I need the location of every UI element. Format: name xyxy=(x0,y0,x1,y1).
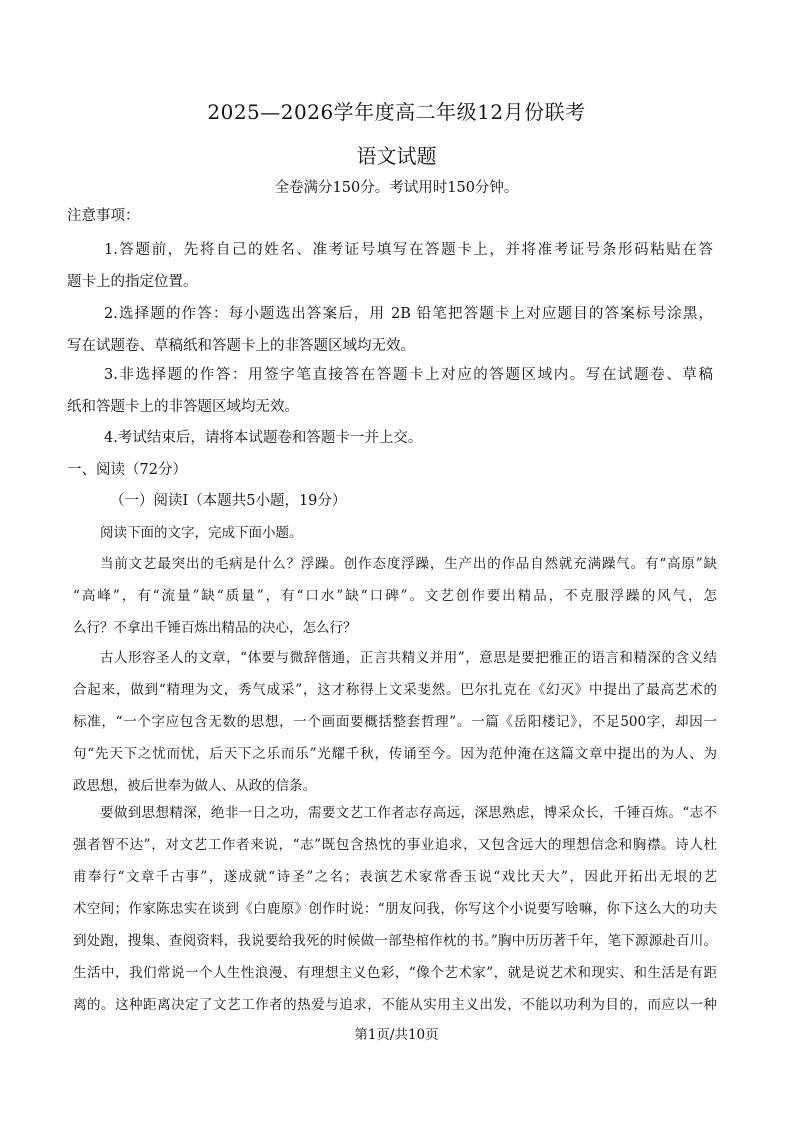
passage-paragraph-2: 古人形容圣人的文章，“体要与微辞偕通，正言共精义并用”，意思是要把雅正的语言和精深的含义结 合起来，做到“精理为文，秀气成采”，这才称得上文采斐然。巴尔扎克在《幻灭》中提出了最高艺术的 标准，“一个字应包含无数的思想，一个画面要概括整套哲理”。一篇《岳阳楼记》，不足500字，却因一 句“先天下之忧而忧，后天下之乐而乐”光耀千秋，传诵至今。因为范仲淹在这篇文章中提出的为人、为 政思想，被后世奉为做人、从政的信条。 xyxy=(73,650,717,794)
reading-instruction: 阅读下面的文字，完成下面小题。 xyxy=(100,525,303,541)
page-number: 第1页/共10页 xyxy=(354,1027,439,1043)
subject-title: 语文试题 xyxy=(356,144,437,168)
exam-meta: 全卷满分150分。考试用时150分钟。 xyxy=(274,180,519,196)
notice-item-2-line-1: 2.选择题的作答：每小题选出答案后，用 2B 铅笔把答题卡上对应题目的答案标号涂黑， xyxy=(104,306,713,322)
notice-item-3-line-2: 纸和答题卡上的非答题区域均无效。 xyxy=(67,399,299,415)
notice-item-1 xyxy=(67,234,713,298)
section-sub-heading: （一）阅读Ⅰ（本题共5小题，19分） xyxy=(110,493,347,509)
notice-item-4: 4.考试结束后，请将本试题卷和答题卡一并上交。 xyxy=(104,430,423,446)
notice-heading: 注意事项： xyxy=(67,208,140,224)
passage-paragraph-1: 当前文艺最突出的毛病是什么？浮躁。创作态度浮躁，生产出的作品自然就充满躁气。有“高原”缺 “高峰”，有“流量”缺“质量”，有“口水”缺“口碑”。文艺创作要出精品，不克服浮躁的风气，怎 么行？不拿出千锤百炼出精品的决心，怎么行？ xyxy=(73,556,717,636)
notice-item-1-line-1: 1.答题前，先将自己的姓名、准考证号填写在答题卡上，并将准考证号条形码粘贴在答 xyxy=(104,242,713,258)
notice-item-1-line-2: 题卡上的指定位置。 xyxy=(67,274,198,290)
notice-item-3 xyxy=(67,359,713,423)
notice-item-2-line-2: 写在试题卷、草稿纸和答题卡上的非答题区域均无效。 xyxy=(67,338,415,354)
exam-title: 2025—2026学年度高二年级12月份联考 xyxy=(207,100,586,124)
notice-item-2 xyxy=(67,298,713,362)
passage-paragraph-3: 要做到思想精深，绝非一日之功，需要文艺工作者志存高远，深思熟虑，博采众长，千锤百炼。“志不 强者智不达”，对文艺工作者来说，“志”既包含热忱的事业追求，又包含远大的理想信念和胸襟。诗人杜 甫奉行“文章千古事”，遂成就“诗圣”之名；表演艺术家常香玉说“戏比天大”，因此开拓出无垠的艺 术空间；作家陈忠实在谈到《白鹿原》创作时说：“朋友问我，你写这个小说要写啥嘛，你下这么大的功夫 到处跑，搜集、查阅资料，我说要给我死的时候做一部垫棺作枕的书。”胸中历历著千年，笔下源源赴百川。 生活中，我们常说一个人生性浪漫、有理想主义色彩，“像个艺术家”，就是说艺术和现实、和生活是有距 离的。这种距离决定了文艺工作者的热爱与追求，不能从实用主义出发，不能以功利为目的，而应以一种 xyxy=(73,805,717,1013)
notice-item-3-line-1: 3.非选择题的作答：用签字笔直接答在答题卡上对应的答题区域内。写在试题卷、草稿 xyxy=(104,367,713,383)
section-heading: 一、阅读（72分） xyxy=(67,462,187,478)
